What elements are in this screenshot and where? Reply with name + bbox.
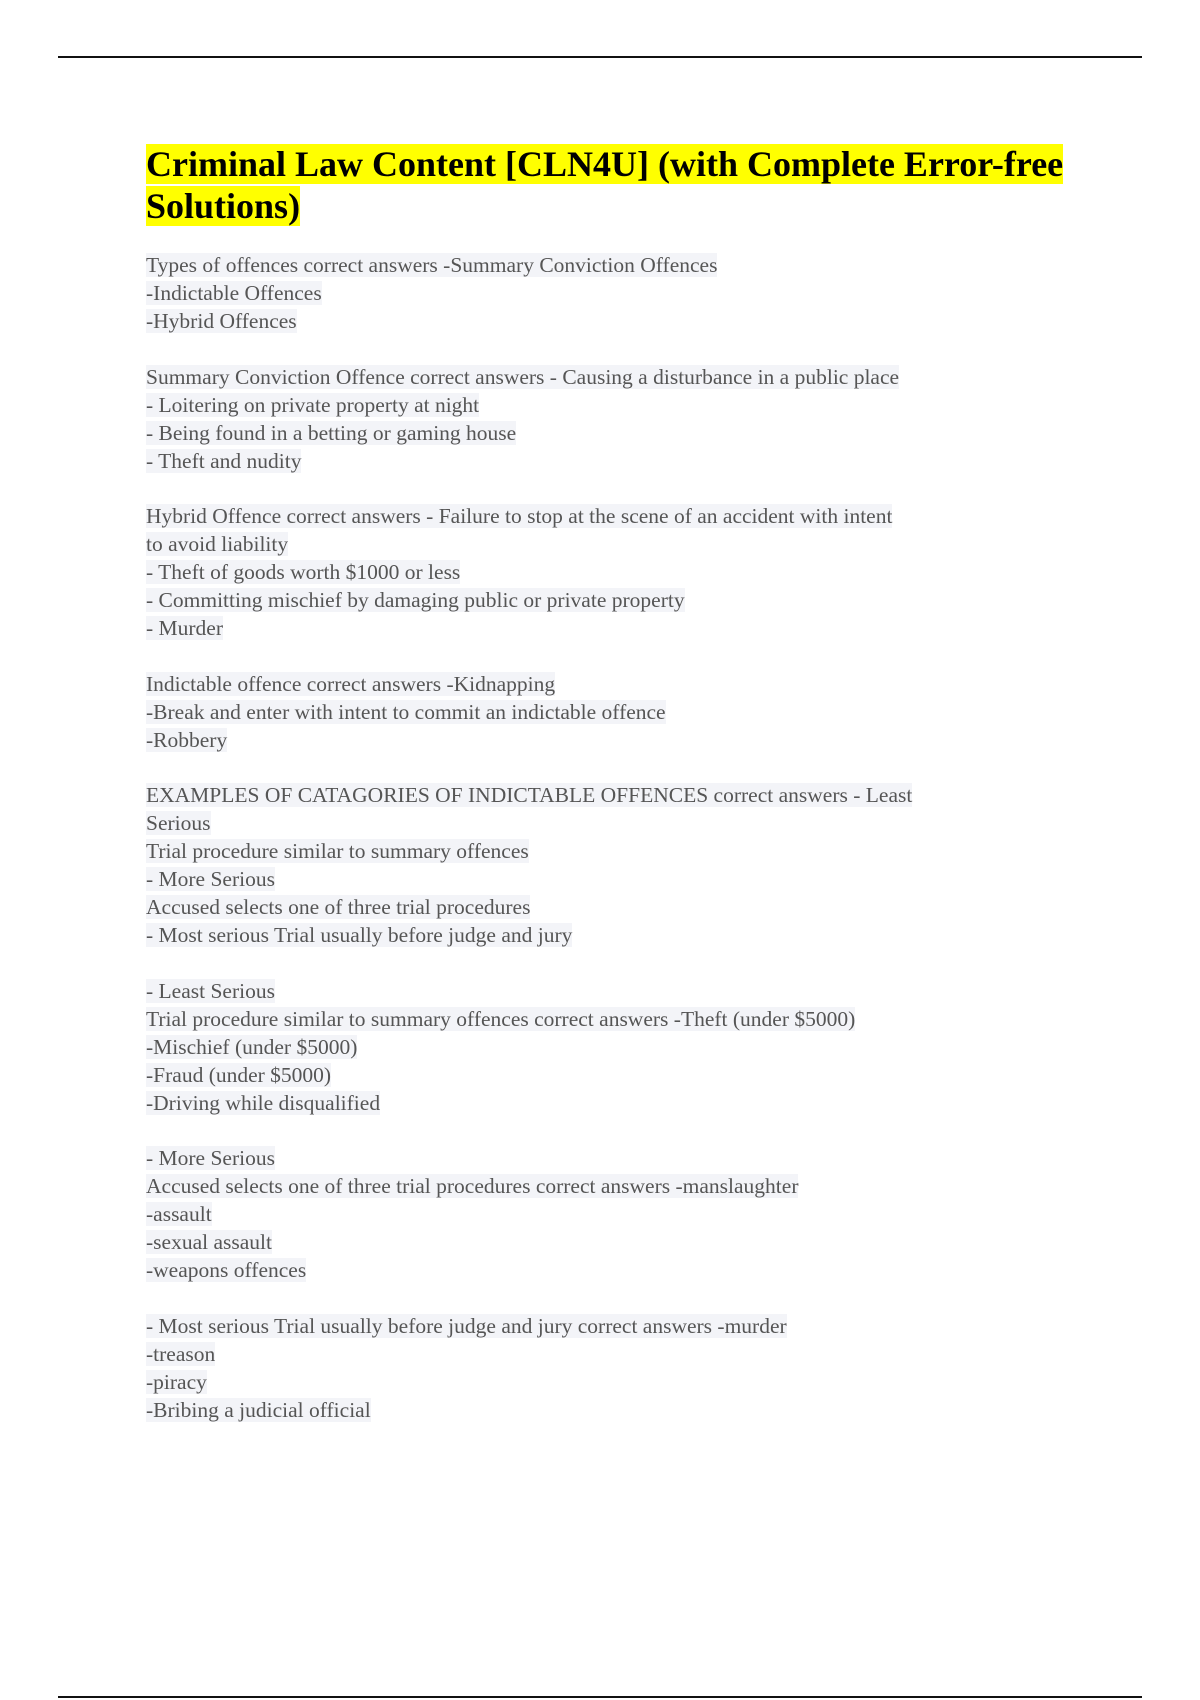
text-line-content: - More Serious (146, 1146, 275, 1170)
document-title-text: Criminal Law Content [CLN4U] (with Complete Error-free Solutions) (146, 144, 1064, 226)
text-line (146, 530, 1086, 558)
qa-block (146, 1312, 1086, 1424)
text-line (146, 977, 1086, 1005)
text-line (146, 726, 1086, 754)
qa-block (146, 251, 1086, 335)
qa-block (146, 502, 1086, 642)
text-line (146, 502, 1086, 530)
text-line-content: Indictable offence correct answers -Kidnapping (146, 671, 556, 696)
text-line (146, 279, 1086, 307)
qa-blocks (146, 251, 1086, 1424)
text-line (146, 865, 1086, 893)
text-line-content: -Robbery (146, 727, 228, 752)
text-line-content: -assault (146, 1202, 212, 1226)
text-line (146, 251, 1086, 279)
text-line (146, 1005, 1086, 1033)
text-line (146, 1228, 1086, 1256)
text-line (146, 614, 1086, 642)
text-line-content: -piracy (146, 1369, 207, 1394)
text-line-content: -Bribing a judicial official (146, 1397, 371, 1422)
text-line (146, 558, 1086, 586)
text-line (146, 419, 1086, 447)
text-line-content: -Mischief (under $5000) (146, 1034, 358, 1059)
qa-block (146, 363, 1086, 475)
text-line (146, 1200, 1086, 1228)
text-line (146, 921, 1086, 949)
text-line (146, 1368, 1086, 1396)
text-line (146, 893, 1086, 921)
text-line (146, 1340, 1086, 1368)
text-line-content: - Loitering on private property at night (146, 392, 480, 417)
text-line (146, 698, 1086, 726)
qa-block (146, 977, 1086, 1117)
text-line (146, 1396, 1086, 1424)
text-line (146, 586, 1086, 614)
text-line-content: - Theft of goods worth $1000 or less (146, 560, 461, 584)
text-line (146, 391, 1086, 419)
top-rule (58, 56, 1142, 58)
text-line (146, 1061, 1086, 1089)
text-line-content: - Being found in a betting or gaming house (146, 420, 517, 445)
text-line-content: -sexual assault (146, 1230, 272, 1254)
qa-block (146, 1144, 1086, 1284)
text-line-content: - Theft and nudity (146, 448, 302, 473)
text-line-content: - Murder (146, 616, 224, 640)
document-body (146, 143, 1086, 1451)
text-line-content: - Committing mischief by damaging public or private property (146, 588, 685, 612)
bottom-rule (58, 1696, 1142, 1698)
text-line-content: - Most serious Trial usually before judge and jury (146, 923, 573, 947)
text-line (146, 1312, 1086, 1340)
text-line-content: -Hybrid Offences (146, 309, 297, 333)
text-line-content: Serious (146, 811, 211, 835)
text-line-content: Trial procedure similar to summary offences (146, 839, 529, 863)
text-line (146, 1033, 1086, 1061)
text-line (146, 363, 1086, 391)
text-line (146, 781, 1086, 809)
text-line-content: Accused selects one of three trial procedures (146, 895, 531, 919)
text-line-content: Types of offences correct answers -Summary Conviction Offences (146, 253, 718, 277)
text-line (146, 1144, 1086, 1172)
text-line-content: -Fraud (under $5000) (146, 1062, 332, 1087)
text-line (146, 447, 1086, 475)
text-line-content: - More Serious (146, 867, 275, 891)
qa-block (146, 781, 1086, 949)
text-line (146, 1256, 1086, 1284)
text-line (146, 837, 1086, 865)
text-line (146, 809, 1086, 837)
text-line-content: Hybrid Offence correct answers - Failure to stop at the scene of an accident with intent (146, 504, 893, 528)
text-line-content: Trial procedure similar to summary offences correct answers -Theft (under $5000) (146, 1006, 856, 1031)
text-line-content: -Indictable Offences (146, 281, 322, 305)
text-line-content: to avoid liability (146, 532, 289, 556)
text-line-content: Accused selects one of three trial procedures correct answers -manslaughter (146, 1174, 799, 1198)
qa-block (146, 670, 1086, 754)
text-line-content: - Least Serious (146, 978, 275, 1003)
text-line-content: EXAMPLES OF CATAGORIES OF INDICTABLE OFFENCES correct answers - Least (146, 783, 913, 807)
text-line (146, 670, 1086, 698)
text-line (146, 1172, 1086, 1200)
text-line-content: - Most serious Trial usually before judge and jury correct answers -murder (146, 1313, 787, 1338)
text-line-content: -Break and enter with intent to commit an indictable offence (146, 699, 666, 724)
text-line-content: -Driving while disqualified (146, 1090, 381, 1115)
text-line (146, 307, 1086, 335)
text-line-content: -treason (146, 1341, 216, 1366)
document-title (146, 143, 1086, 227)
text-line-content: Summary Conviction Offence correct answers - Causing a disturbance in a public place (146, 364, 900, 389)
text-line-content: -weapons offences (146, 1258, 307, 1282)
text-line (146, 1089, 1086, 1117)
